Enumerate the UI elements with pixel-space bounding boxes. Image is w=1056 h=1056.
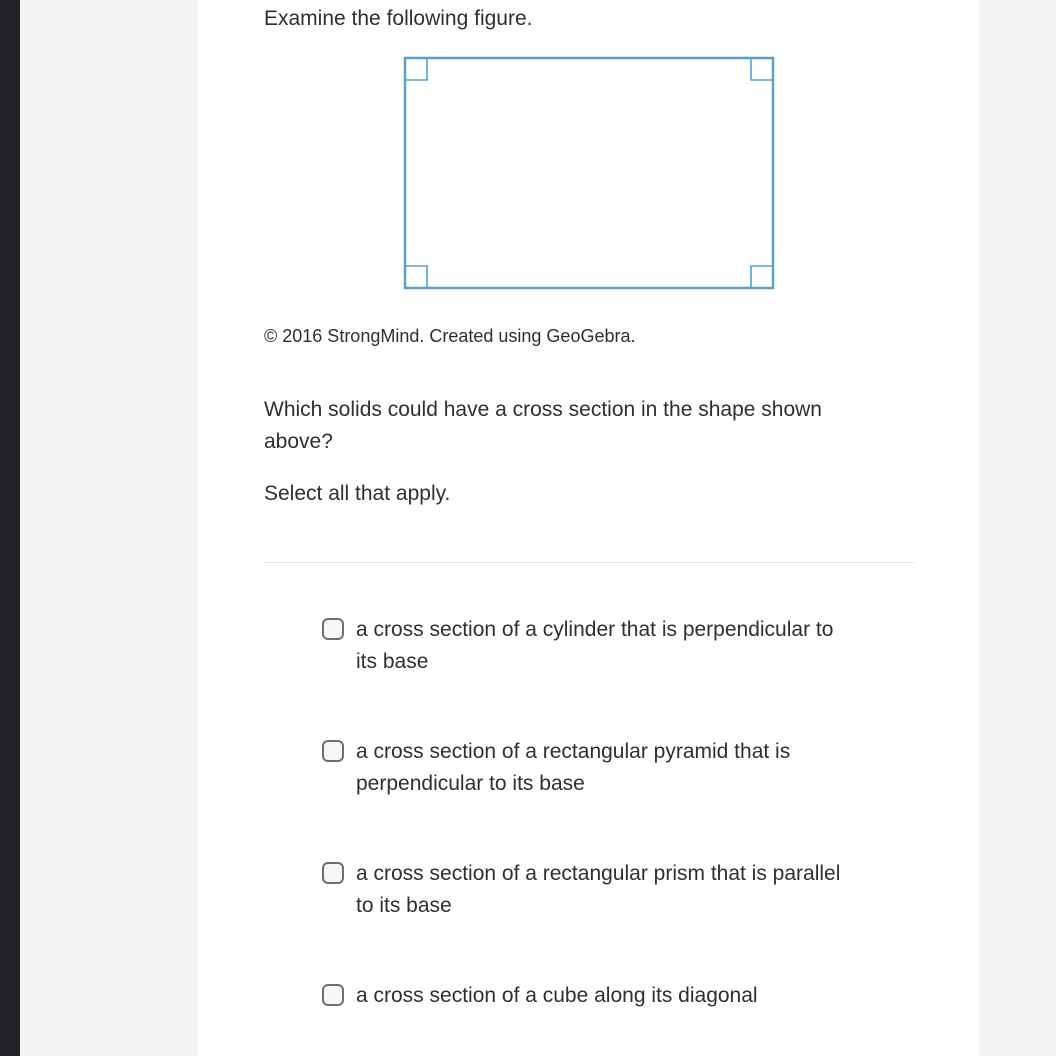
option-label: a cross section of a rectangular prism that is parallel to its base — [356, 862, 841, 917]
question-panel — [198, 0, 979, 1056]
option-label: a cross section of a cube along its diagonal — [356, 984, 758, 1007]
option-label: a cross section of a rectangular pyramid that is perpendicular to its base — [356, 740, 791, 795]
answer-option-3[interactable] — [322, 858, 862, 922]
left-gutter — [20, 0, 198, 1056]
answer-option-4[interactable] — [322, 980, 862, 1012]
figure-credit: © 2016 StrongMind. Created using GeoGebra. — [264, 326, 636, 346]
divider — [264, 562, 914, 563]
checkbox-option-2[interactable] — [322, 740, 344, 762]
checkbox-option-3[interactable] — [322, 862, 344, 884]
answer-option-2[interactable] — [322, 736, 862, 800]
question-instruction: Select all that apply. — [264, 482, 451, 505]
option-label: a cross section of a cylinder that is perpendicular to its base — [356, 618, 834, 673]
rectangle-outline — [405, 58, 773, 288]
right-gutter — [979, 0, 1056, 1056]
checkbox-option-4[interactable] — [322, 984, 344, 1006]
left-dark-bar — [0, 0, 20, 1056]
rectangle-figure — [403, 56, 775, 292]
answer-option-1[interactable] — [322, 614, 862, 678]
question-intro: Examine the following figure. — [264, 7, 533, 30]
checkbox-option-1[interactable] — [322, 618, 344, 640]
question-prompt: Which solids could have a cross section in the shape shown above? — [264, 398, 822, 453]
